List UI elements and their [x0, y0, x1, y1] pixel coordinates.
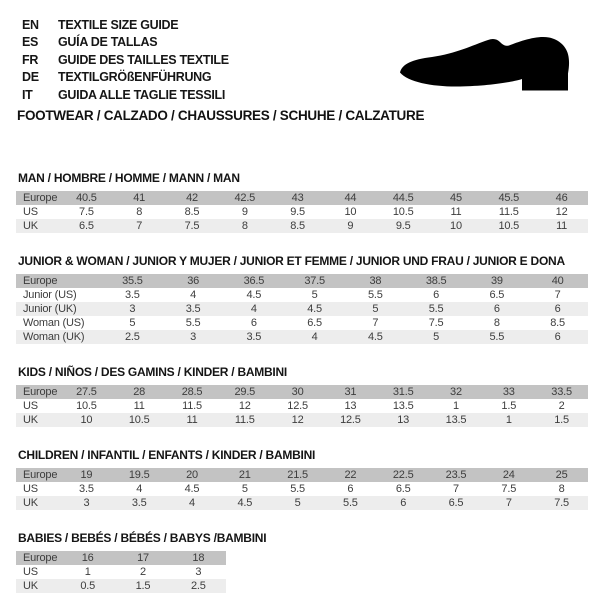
size-value: 7.5 — [535, 496, 588, 510]
table-row — [16, 579, 226, 593]
size-value: 10.5 — [113, 413, 166, 427]
size-value: 11 — [166, 413, 219, 427]
size-table — [16, 191, 588, 233]
size-value: 37.5 — [284, 274, 345, 288]
size-value: 16 — [60, 551, 115, 565]
size-value: 8 — [218, 219, 271, 233]
size-value: 3 — [102, 302, 163, 316]
size-value: 45.5 — [482, 191, 535, 205]
size-value: 19 — [60, 468, 113, 482]
size-value: 44 — [324, 191, 377, 205]
size-value: 0.5 — [60, 579, 115, 593]
size-value: 5.5 — [406, 302, 467, 316]
size-value: 7.5 — [60, 205, 113, 219]
language-label: GUÍA DE TALLAS — [58, 35, 158, 50]
row-label: Europe — [16, 385, 60, 399]
size-value: 31 — [324, 385, 377, 399]
section-title: CHILDREN / INFANTIL / ENFANTS / KINDER / BAMBINI — [18, 448, 316, 462]
size-value: 5 — [345, 302, 406, 316]
size-value: 5.5 — [271, 482, 324, 496]
size-value: 2 — [115, 565, 170, 579]
size-value: 6 — [324, 482, 377, 496]
size-value: 9.5 — [377, 219, 430, 233]
size-value: 9 — [218, 205, 271, 219]
size-value: 36.5 — [224, 274, 285, 288]
size-value: 11.5 — [166, 399, 219, 413]
category-title: FOOTWEAR / CALZADO / CHAUSSURES / SCHUHE / CALZATURE — [17, 108, 425, 123]
size-value: 28.5 — [166, 385, 219, 399]
size-value: 7 — [430, 482, 483, 496]
size-value: 1.5 — [535, 413, 588, 427]
size-value: 3.5 — [224, 330, 285, 344]
row-label: US — [16, 565, 60, 579]
size-value: 4.5 — [166, 482, 219, 496]
language-label: GUIDA ALLE TAGLIE TESSILI — [58, 87, 226, 102]
size-value: 28 — [113, 385, 166, 399]
size-value: 10 — [60, 413, 113, 427]
table-row — [16, 413, 588, 427]
size-value: 44.5 — [377, 191, 430, 205]
size-table — [16, 385, 588, 427]
size-value: 11.5 — [218, 413, 271, 427]
language-row — [22, 52, 229, 69]
size-value: 6 — [406, 288, 467, 302]
size-section-0 — [16, 172, 588, 233]
table-row — [16, 274, 588, 288]
size-table — [16, 468, 588, 510]
size-value: 7 — [345, 316, 406, 330]
size-value: 6 — [467, 302, 528, 316]
size-value: 20 — [166, 468, 219, 482]
size-value: 12 — [218, 399, 271, 413]
size-value: 10.5 — [60, 399, 113, 413]
dress-shoe-icon — [398, 36, 570, 93]
size-value: 31.5 — [377, 385, 430, 399]
size-value: 7 — [527, 288, 588, 302]
size-section-2 — [16, 366, 588, 427]
size-value: 24 — [482, 468, 535, 482]
row-label: Woman (US) — [16, 316, 102, 330]
size-value: 12.5 — [324, 413, 377, 427]
language-code: FR — [22, 52, 39, 67]
language-code: IT — [22, 87, 33, 102]
size-value: 17 — [115, 551, 170, 565]
size-value: 3.5 — [60, 482, 113, 496]
language-label: GUIDE DES TAILLES TEXTILE — [58, 52, 229, 67]
row-label: UK — [16, 496, 60, 510]
size-value: 5 — [284, 288, 345, 302]
size-value: 1.5 — [115, 579, 170, 593]
size-value: 43 — [271, 191, 324, 205]
size-value: 5.5 — [467, 330, 528, 344]
size-value: 1 — [482, 413, 535, 427]
table-row — [16, 468, 588, 482]
size-value: 10.5 — [377, 205, 430, 219]
size-value: 4.5 — [284, 302, 345, 316]
language-label: TEXTILGRÖßENFÜHRUNG — [58, 70, 212, 85]
size-value: 33.5 — [535, 385, 588, 399]
size-value: 7.5 — [482, 482, 535, 496]
size-value: 13.5 — [377, 399, 430, 413]
table-row — [16, 330, 588, 344]
table-row — [16, 219, 588, 233]
table-row — [16, 288, 588, 302]
size-value: 42.5 — [218, 191, 271, 205]
size-value: 13 — [324, 399, 377, 413]
size-value: 27.5 — [60, 385, 113, 399]
size-value: 4 — [224, 302, 285, 316]
size-value: 11 — [113, 399, 166, 413]
language-row — [22, 17, 229, 34]
size-table — [16, 551, 226, 593]
row-label: Junior (UK) — [16, 302, 102, 316]
size-value: 6 — [377, 496, 430, 510]
size-value: 8.5 — [527, 316, 588, 330]
row-label: UK — [16, 413, 60, 427]
section-title: JUNIOR & WOMAN / JUNIOR Y MUJER / JUNIOR ET FEMME / JUNIOR UND FRAU / JUNIOR E DONA — [18, 254, 565, 268]
section-title: BABIES / BEBÉS / BÉBÉS / BABYS /BAMBINI — [18, 531, 267, 545]
size-table — [16, 274, 588, 344]
size-value: 3.5 — [113, 496, 166, 510]
size-value: 5 — [406, 330, 467, 344]
size-value: 5 — [271, 496, 324, 510]
size-value: 8 — [535, 482, 588, 496]
table-row — [16, 385, 588, 399]
language-code: DE — [22, 70, 39, 85]
size-value: 39 — [467, 274, 528, 288]
size-section-4 — [16, 532, 588, 593]
table-row — [16, 551, 226, 565]
size-value: 4.5 — [224, 288, 285, 302]
size-value: 1.5 — [482, 399, 535, 413]
size-value: 13.5 — [430, 413, 483, 427]
size-value: 6 — [527, 330, 588, 344]
size-value: 7 — [482, 496, 535, 510]
size-value: 6.5 — [60, 219, 113, 233]
size-value: 6 — [527, 302, 588, 316]
table-row — [16, 316, 588, 330]
size-value: 6.5 — [467, 288, 528, 302]
size-value: 8.5 — [166, 205, 219, 219]
size-value: 10 — [324, 205, 377, 219]
size-value: 42 — [166, 191, 219, 205]
size-value: 5.5 — [163, 316, 224, 330]
size-value: 12 — [271, 413, 324, 427]
size-value: 33 — [482, 385, 535, 399]
size-value: 30 — [271, 385, 324, 399]
size-value: 22 — [324, 468, 377, 482]
size-value: 5 — [102, 316, 163, 330]
size-value: 4 — [284, 330, 345, 344]
size-value: 3.5 — [163, 302, 224, 316]
size-value: 40 — [527, 274, 588, 288]
size-value: 11 — [430, 205, 483, 219]
size-value: 32 — [430, 385, 483, 399]
size-value: 13 — [377, 413, 430, 427]
size-value: 38 — [345, 274, 406, 288]
size-value: 46 — [535, 191, 588, 205]
size-value: 25 — [535, 468, 588, 482]
language-row — [22, 34, 229, 51]
size-value: 6.5 — [430, 496, 483, 510]
row-label: Europe — [16, 274, 102, 288]
size-value: 38.5 — [406, 274, 467, 288]
size-tables — [16, 125, 588, 593]
size-value: 4 — [166, 496, 219, 510]
section-title: KIDS / NIÑOS / DES GAMINS / KINDER / BAMBINI — [18, 365, 288, 379]
size-value: 5 — [218, 482, 271, 496]
row-label: US — [16, 482, 60, 496]
size-value: 29.5 — [218, 385, 271, 399]
row-label: Junior (US) — [16, 288, 102, 302]
size-value: 8 — [467, 316, 528, 330]
size-value: 5.5 — [324, 496, 377, 510]
row-label: Europe — [16, 468, 60, 482]
size-value: 8.5 — [271, 219, 324, 233]
size-value: 5.5 — [345, 288, 406, 302]
language-row — [22, 87, 229, 104]
row-label: Woman (UK) — [16, 330, 102, 344]
size-value: 3 — [171, 565, 226, 579]
size-value: 22.5 — [377, 468, 430, 482]
size-value: 2 — [535, 399, 588, 413]
size-value: 7.5 — [166, 219, 219, 233]
size-value: 45 — [430, 191, 483, 205]
table-row — [16, 565, 226, 579]
size-value: 1 — [430, 399, 483, 413]
language-row — [22, 69, 229, 86]
size-value: 4 — [113, 482, 166, 496]
table-row — [16, 302, 588, 316]
language-code: EN — [22, 18, 39, 32]
size-value: 11.5 — [482, 205, 535, 219]
size-value: 23.5 — [430, 468, 483, 482]
row-label: UK — [16, 219, 60, 233]
size-value: 35.5 — [102, 274, 163, 288]
size-value: 12 — [535, 205, 588, 219]
table-row — [16, 191, 588, 205]
size-value: 3 — [60, 496, 113, 510]
table-row — [16, 482, 588, 496]
size-value: 12.5 — [271, 399, 324, 413]
size-value: 10 — [430, 219, 483, 233]
size-value: 3.5 — [102, 288, 163, 302]
language-code: ES — [22, 35, 39, 50]
size-value: 4.5 — [218, 496, 271, 510]
size-value: 21.5 — [271, 468, 324, 482]
size-value: 9.5 — [271, 205, 324, 219]
size-value: 21 — [218, 468, 271, 482]
size-value: 2.5 — [171, 579, 226, 593]
size-value: 18 — [171, 551, 226, 565]
size-section-3 — [16, 449, 588, 510]
size-value: 11 — [535, 219, 588, 233]
size-value: 4.5 — [345, 330, 406, 344]
row-label: US — [16, 205, 60, 219]
size-value: 6 — [224, 316, 285, 330]
size-value: 41 — [113, 191, 166, 205]
size-value: 19.5 — [113, 468, 166, 482]
size-value: 36 — [163, 274, 224, 288]
size-value: 2.5 — [102, 330, 163, 344]
row-label: UK — [16, 579, 60, 593]
size-value: 4 — [163, 288, 224, 302]
size-value: 40.5 — [60, 191, 113, 205]
row-label: US — [16, 399, 60, 413]
size-value: 6.5 — [284, 316, 345, 330]
section-title: MAN / HOMBRE / HOMME / MANN / MAN — [18, 171, 240, 185]
size-value: 1 — [60, 565, 115, 579]
size-value: 10.5 — [482, 219, 535, 233]
language-list — [22, 17, 229, 104]
table-row — [16, 399, 588, 413]
size-value: 6.5 — [377, 482, 430, 496]
row-label: Europe — [16, 551, 60, 565]
size-value: 8 — [113, 205, 166, 219]
table-row — [16, 205, 588, 219]
size-section-1 — [16, 255, 588, 344]
size-value: 9 — [324, 219, 377, 233]
language-label: TEXTILE SIZE GUIDE — [58, 18, 179, 32]
size-value: 7 — [113, 219, 166, 233]
table-row — [16, 496, 588, 510]
size-value: 7.5 — [406, 316, 467, 330]
row-label: Europe — [16, 191, 60, 205]
size-value: 3 — [163, 330, 224, 344]
